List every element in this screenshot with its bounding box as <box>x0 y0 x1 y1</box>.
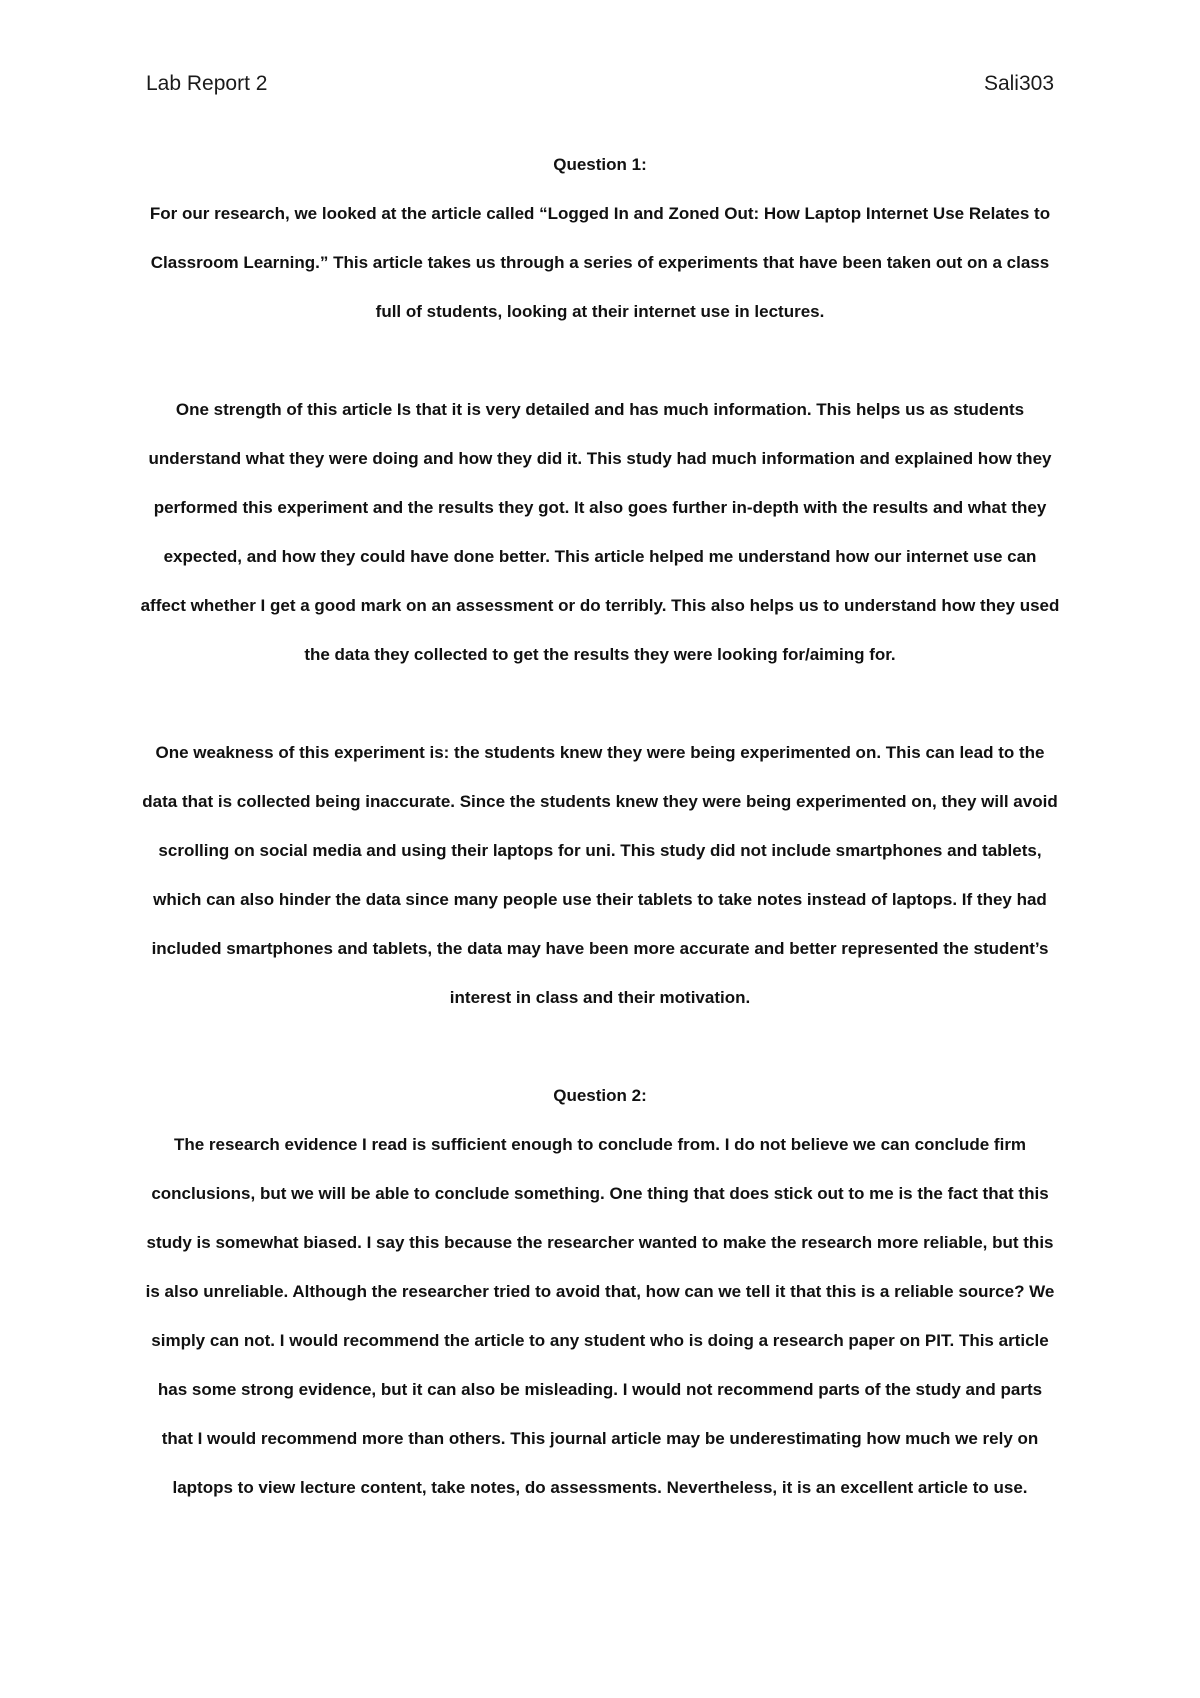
paragraph-spacer <box>140 679 1060 728</box>
paragraph-spacer <box>140 1022 1060 1071</box>
question-1-strength-paragraph: One strength of this article Is that it is very detailed and has much information. This helps us as students understand what they were doing and how they did it. This study had much information and explained how they performed this experiment and the results they got. It also goes further in-depth with the results and what they expected, and how they could have done better. This article helped me understand how our internet use can affect whether I get a good mark on an assessment or do terribly. This also helps us to understand how they used the data they collected to get the results they were looking for/aiming for. <box>140 400 1060 664</box>
header-title: Lab Report 2 <box>146 72 268 95</box>
paragraph-spacer <box>140 336 1060 385</box>
question-2-body-paragraph: The research evidence I read is sufficient enough to conclude from. I do not believe we can conclude firm conclusions, but we will be able to conclude something. One thing that does stick out to me is the fact that this study is somewhat biased. I say this because the researcher wanted to make the research more reliable, but this is also unreliable. Although the researcher tried to avoid that, how can we tell it that this is a reliable source? We simply can not. I would recommend the article to any student who is doing a research paper on PIT. This article has some strong evidence, but it can also be misleading. I would not recommend parts of the study and parts that I would recommend more than others. This journal article may be underestimating how much we rely on laptops to view lecture content, take notes, do assessments. Nevertheless, it is an excellent article to use. <box>145 1135 1055 1497</box>
question-1-intro-paragraph: For our research, we looked at the article called “Logged In and Zoned Out: How Laptop Internet Use Relates to Classroom Learning.” This article takes us through a series of experiments that have been taken out on a class full of students, looking at their internet use in lectures. <box>149 204 1051 321</box>
question-1-weakness-paragraph: One weakness of this experiment is: the students knew they were being experimented on. This can lead to the data that is collected being inaccurate. Since the students knew they were being experimented on, they will avoid scrolling on social media and using their laptops for uni. This study did not include smartphones and tablets, which can also hinder the data since many people use their tablets to take notes instead of laptops. If they had included smartphones and tablets, the data may have been more accurate and better represented the student’s interest in class and their motivation. <box>142 743 1058 1007</box>
page-header <box>146 72 1054 96</box>
question-2-heading: Question 2: <box>553 1086 647 1105</box>
document-body <box>140 140 1060 1512</box>
question-1-heading: Question 1: <box>553 155 647 174</box>
header-author-id: Sali303 <box>983 72 1054 95</box>
